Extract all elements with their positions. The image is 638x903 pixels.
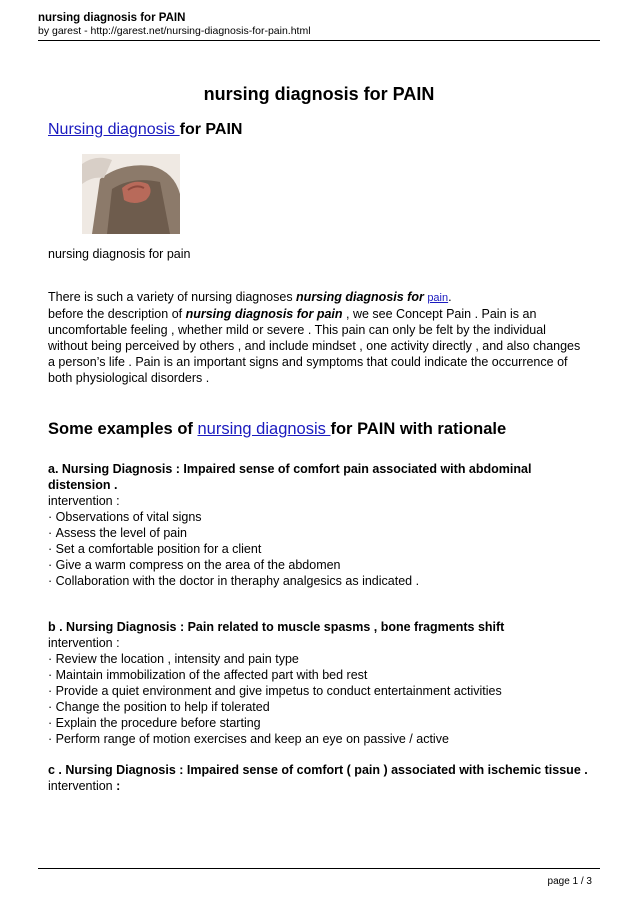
- intro-text-1: There is such a variety of nursing diagnoses: [48, 290, 297, 304]
- diagnosis-a: [48, 461, 593, 589]
- section-heading-prefix: Some examples of: [48, 420, 198, 438]
- section-heading-suffix: for PAIN with rationale: [330, 420, 507, 438]
- lead-heading-text: for PAIN: [179, 121, 243, 138]
- diagnosis-a-intervention-label: intervention :: [48, 494, 120, 508]
- diagnosis-c-intervention-colon: :: [116, 779, 121, 793]
- lead-heading: [48, 121, 242, 139]
- diagnosis-b-title: b . Nursing Diagnosis : Pain related to muscle spasms , bone fragments shift: [48, 620, 505, 634]
- list-item: · Change the position to help if tolerated: [48, 699, 593, 715]
- header-title: nursing diagnosis for PAIN: [38, 12, 186, 24]
- image-caption: nursing diagnosis for pain: [48, 247, 191, 261]
- page-footer: [38, 868, 600, 887]
- intro-text-1-end: .: [448, 290, 452, 304]
- diagnosis-b-intervention-label: intervention :: [48, 636, 120, 650]
- list-item: · Assess the level of pain: [48, 525, 593, 541]
- list-item: · Provide a quiet environment and give impetus to conduct entertainment activities: [48, 683, 593, 699]
- intro-paragraph: [48, 289, 588, 386]
- section-nursing-diagnosis-link[interactable]: nursing diagnosis: [197, 420, 331, 438]
- nursing-diagnosis-link[interactable]: Nursing diagnosis: [48, 121, 180, 138]
- list-item: · Maintain immobilization of the affected part with bed rest: [48, 667, 593, 683]
- diagnosis-c-intervention-label: intervention: [48, 779, 117, 793]
- list-item: · Observations of vital signs: [48, 509, 593, 525]
- pain-link[interactable]: pain: [427, 292, 449, 304]
- diagnosis-a-interventions: [48, 509, 593, 589]
- list-item: · Give a warm compress on the area of the abdomen: [48, 557, 593, 573]
- diagnosis-c: [48, 762, 593, 794]
- pain-photo-illustration: [82, 154, 180, 234]
- diagnosis-a-title: a. Nursing Diagnosis : Impaired sense of comfort pain associated with abdominal distension .: [48, 462, 532, 492]
- page-number: page 1 / 3: [547, 876, 592, 887]
- diagnosis-c-intervention: [48, 778, 593, 794]
- list-item: · Perform range of motion exercises and keep an eye on passive / active: [48, 731, 593, 747]
- diagnosis-b-interventions: [48, 651, 593, 747]
- section-heading: [48, 420, 506, 439]
- diagnosis-b: [48, 619, 593, 747]
- list-item: · Review the location , intensity and pain type: [48, 651, 593, 667]
- diagnosis-c-title: c . Nursing Diagnosis : Impaired sense of comfort ( pain ) associated with ischemic tissue .: [48, 763, 588, 777]
- intro-text-2: before the description of: [48, 307, 186, 321]
- header-byline: by garest - http://garest.net/nursing-diagnosis-for-pain.html: [38, 25, 311, 37]
- page-header: [38, 11, 600, 41]
- list-item: · Collaboration with the doctor in theraphy analgesics as indicated .: [48, 573, 593, 589]
- pain-photo: [82, 154, 180, 234]
- intro-bold-1: nursing diagnosis for: [296, 290, 428, 304]
- document-title: nursing diagnosis for PAIN: [203, 84, 435, 104]
- intro-text-2-rest: , we see Concept Pain . Pain is an uncomfortable feeling , whether mild or severe . This pain can only be felt by the individual without being perceived by others , and include mindset , one activity directly , and also changes a person’s life . Pain is an important signs and symptoms that could indicate the occurrence of both physiological disorders .: [48, 307, 581, 385]
- intro-bold-2: nursing diagnosis for pain: [185, 307, 343, 321]
- list-item: · Set a comfortable position for a client: [48, 541, 593, 557]
- list-item: · Explain the procedure before starting: [48, 715, 593, 731]
